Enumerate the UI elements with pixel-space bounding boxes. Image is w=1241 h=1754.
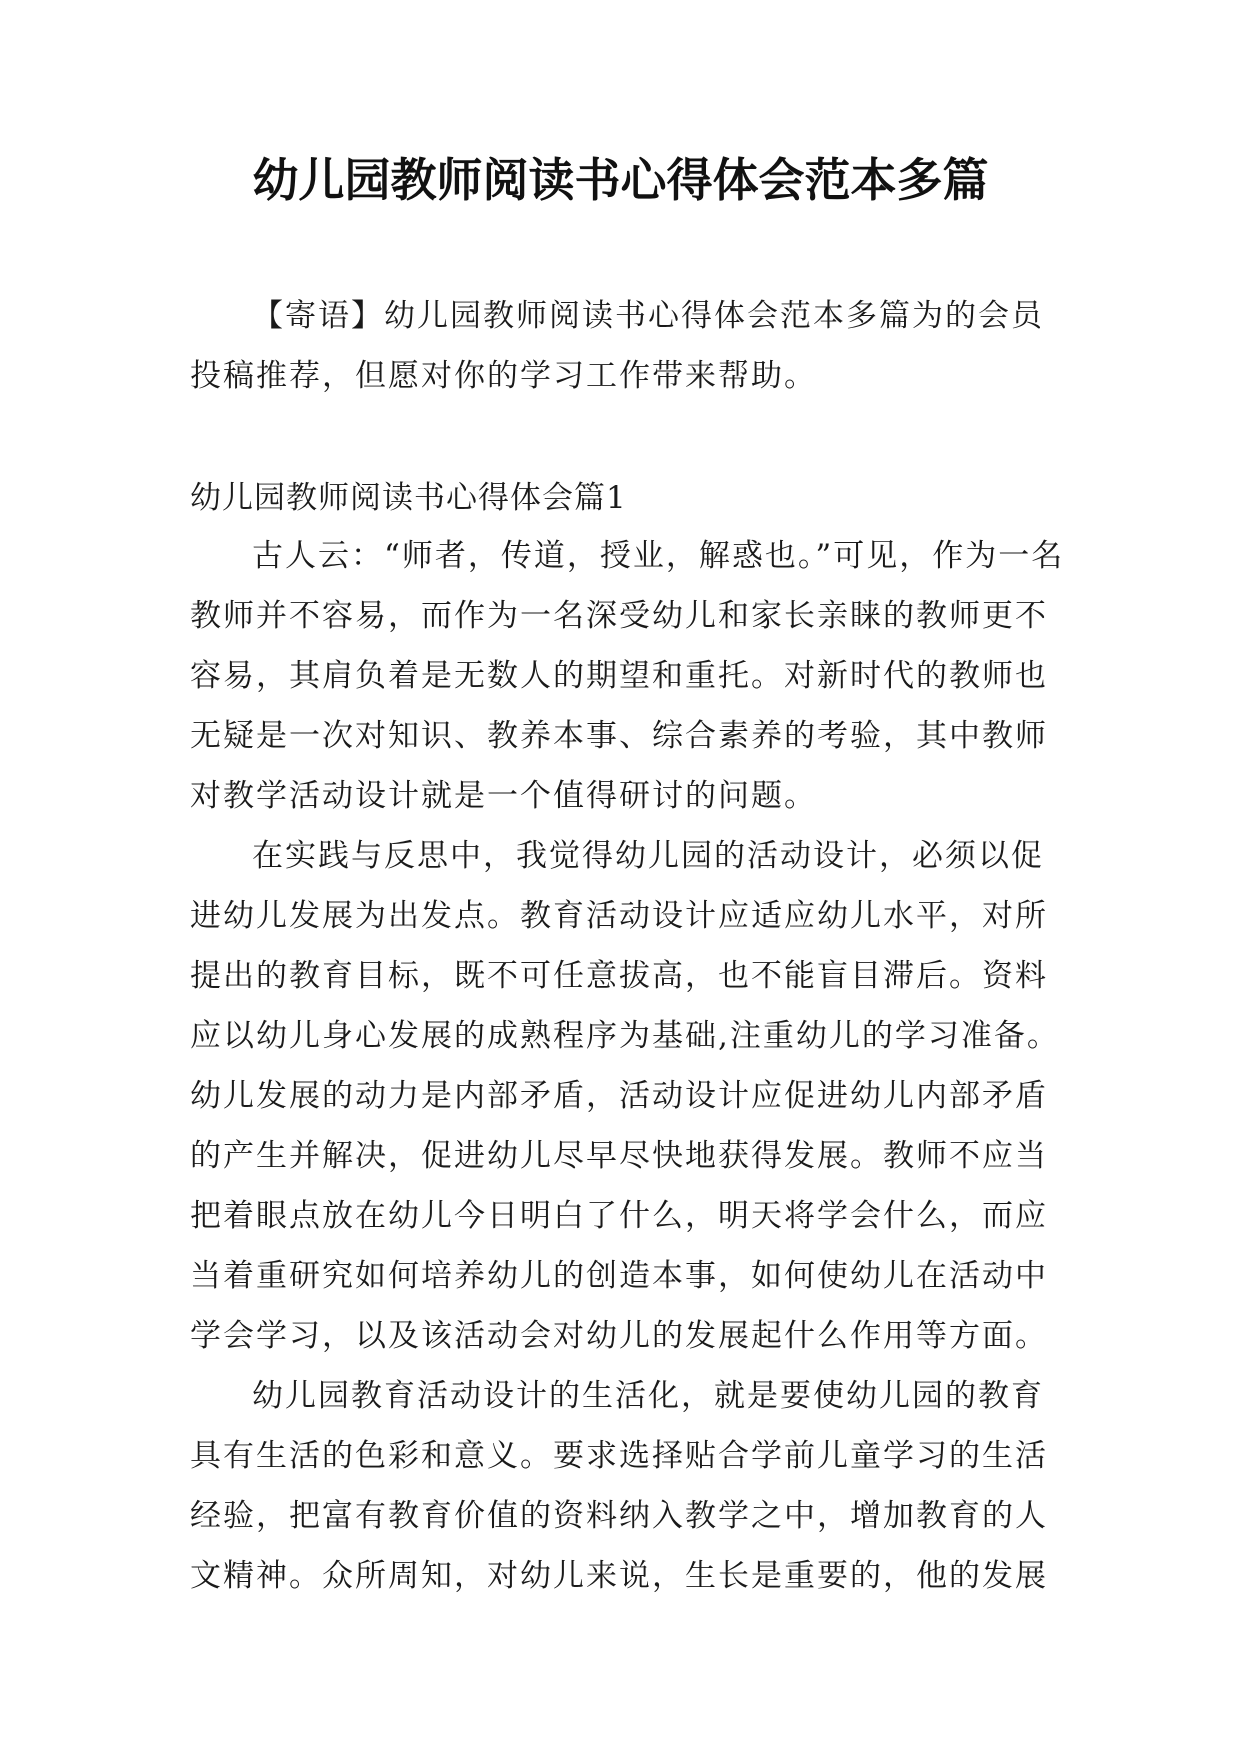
intro-paragraph: 【寄语】幼儿园教师阅读书心得体会范本多篇为的会员投稿推荐，但愿对你的学习工作带来帮助。: [190, 298, 1044, 394]
body-paragraph-3: 幼儿园教育活动设计的生活化，就是要使幼儿园的教育具有生活的色彩和意义。要求选择贴合学前儿童学习的生活经验，把富有教育价值的资料纳入教学之中，增加教育的人文精神。众所周知，对幼儿来说，生长是重要的，他的发展: [190, 1378, 1048, 1594]
body-paragraph-2: 在实践与反思中，我觉得幼儿园的活动设计，必须以促进幼儿发展为出发点。教育活动设计应适应幼儿水平，对所提出的教育目标，既不可任意拔高，也不能盲目滞后。资料应以幼儿身心发展的成熟程序为基础,注重幼儿的学习准备。幼儿发展的动力是内部矛盾，活动设计应促进幼儿内部矛盾的产生并解决，促进幼儿尽早尽快地获得发展。教师不应当把着眼点放在幼儿今日明白了什么，明天将学会什么，而应当着重研究如何培养幼儿的创造本事，如何使幼儿在活动中学会学习，以及该活动会对幼儿的发展起什么作用等方面。: [190, 838, 1060, 1354]
section-heading: 幼儿园教师阅读书心得体会篇1: [190, 480, 627, 516]
intro-block: [190, 286, 1070, 406]
document-title: 幼儿园教师阅读书心得体会范本多篇: [252, 153, 989, 207]
article-body: [190, 526, 1070, 1606]
body-paragraph-1: 古人云：“师者，传道，授业，解惑也。”可见，作为一名教师并不容易，而作为一名深受幼儿和家长亲睐的教师更不容易，其肩负着是无数人的期望和重托。对新时代的教师也无疑是一次对知识、教养本事、综合素养的考验，其中教师对教学活动设计就是一个值得研讨的问题。: [190, 538, 1065, 814]
